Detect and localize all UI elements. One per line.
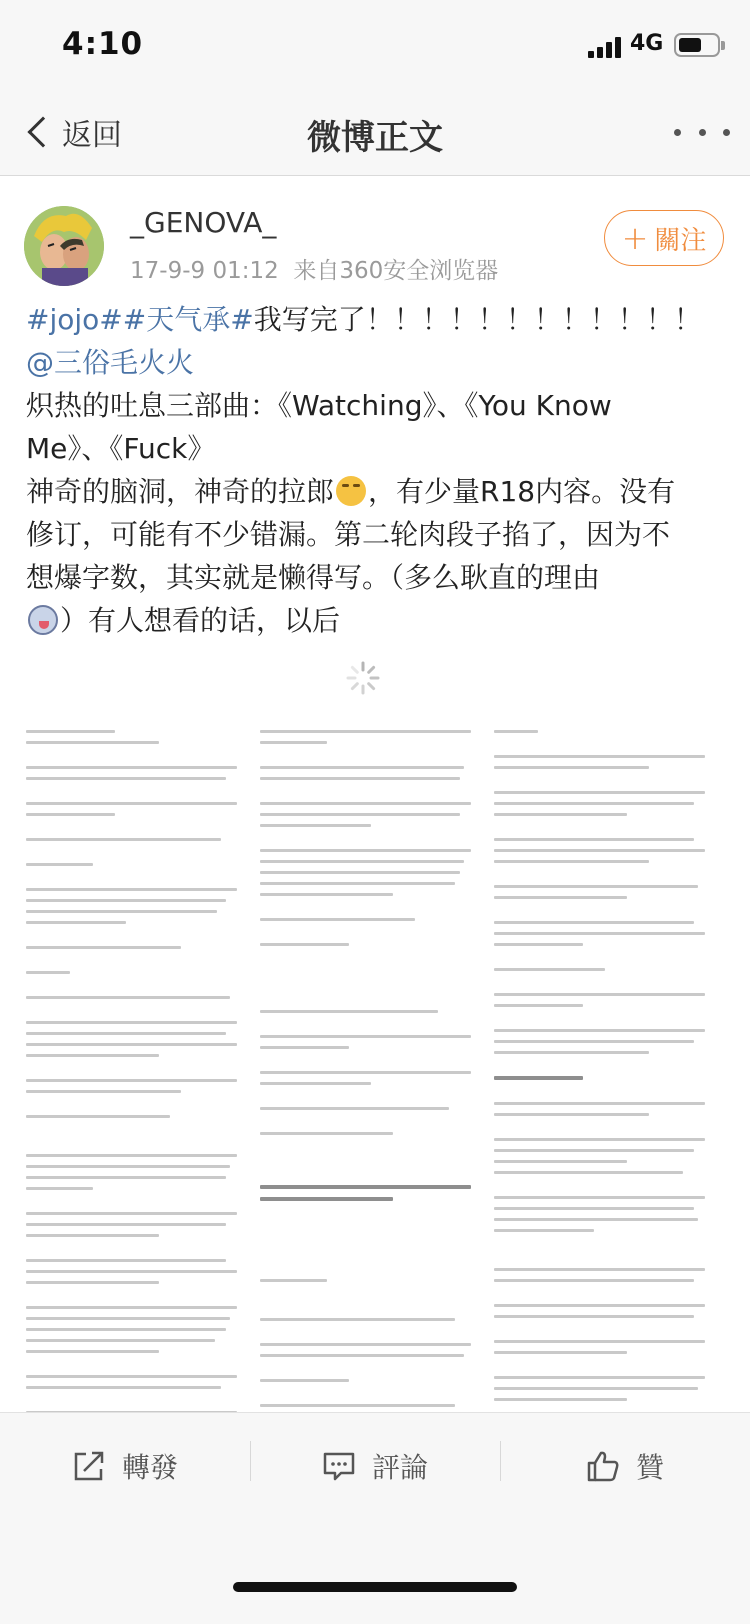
- text-line: [26, 766, 237, 769]
- text-line: [260, 943, 349, 946]
- text-line: [494, 896, 627, 899]
- text-line: [260, 1046, 349, 1049]
- loading-spinner-icon: [345, 660, 381, 696]
- text-line: [26, 1317, 230, 1320]
- text-line: [260, 849, 471, 852]
- paragraph-gap: [260, 996, 482, 1010]
- text-line: [26, 741, 159, 744]
- paragraph-gap: [260, 1237, 482, 1251]
- image-text-column: [260, 730, 482, 1412]
- text-line: [494, 1160, 627, 1163]
- post-line: 想爆字数，其实就是懒得写。（多么耿直的理由: [26, 561, 601, 594]
- text-line: [494, 1218, 698, 1221]
- paragraph-gap: [26, 874, 248, 888]
- username[interactable]: _GENOVA_: [130, 206, 277, 239]
- paragraph-gap: [494, 1088, 716, 1102]
- text-line: [260, 1010, 438, 1013]
- paragraph-gap: [494, 1124, 716, 1138]
- paragraph-gap: [260, 1171, 482, 1185]
- paragraph-gap: [494, 954, 716, 968]
- text-line: [494, 1229, 594, 1232]
- plus-icon: +: [621, 219, 649, 257]
- home-indicator[interactable]: [233, 1582, 517, 1592]
- hashtag-link[interactable]: #天气承#: [122, 303, 254, 336]
- text-line: [26, 1187, 93, 1190]
- text-line: [494, 755, 705, 758]
- paragraph-gap: [260, 1365, 482, 1379]
- text-line: [260, 1279, 327, 1282]
- paragraph-gap: [26, 1101, 248, 1115]
- text-line: [26, 1270, 237, 1273]
- post-body: [26, 298, 726, 642]
- text-line: [260, 766, 464, 769]
- text-line: [260, 1318, 455, 1321]
- text-line: [494, 1315, 694, 1318]
- doge-emoji-icon: [28, 605, 58, 635]
- bottom-toolbar: [0, 1412, 750, 1518]
- text-line: [494, 838, 694, 841]
- text-line: [494, 849, 705, 852]
- paragraph-gap: [260, 788, 482, 802]
- text-line: [494, 993, 705, 996]
- text-line: [26, 946, 181, 949]
- like-button[interactable]: [500, 1413, 750, 1518]
- text-line: [260, 741, 327, 744]
- text-line: [26, 899, 226, 902]
- text-line: [260, 871, 460, 874]
- post-line: [26, 298, 726, 341]
- follow-button[interactable]: [604, 210, 724, 266]
- paragraph-gap: [260, 1093, 482, 1107]
- text-line: [260, 1379, 349, 1382]
- paragraph-gap: [260, 752, 482, 766]
- paragraph-gap: [260, 954, 482, 968]
- post-line: [26, 341, 726, 384]
- paragraph-gap: [26, 1361, 248, 1375]
- post-image-preview[interactable]: [20, 722, 730, 1412]
- page-title: 微博正文: [307, 118, 443, 158]
- paragraph-gap: [260, 1329, 482, 1343]
- signal-icon: [588, 36, 624, 58]
- text-line: [494, 1051, 649, 1054]
- paragraph-gap: [494, 979, 716, 993]
- paragraph-gap: [26, 1126, 248, 1140]
- text-line: [26, 1154, 237, 1157]
- text-line: [260, 1404, 455, 1407]
- text-line: [260, 1185, 471, 1189]
- paragraph-gap: [260, 1251, 482, 1265]
- paragraph-gap: [26, 1245, 248, 1259]
- paragraph-gap: [494, 1062, 716, 1076]
- text-line: [26, 1223, 226, 1226]
- paragraph-gap: [260, 1118, 482, 1132]
- share-arrow-icon: [72, 1449, 106, 1483]
- safe-area: [0, 1518, 750, 1624]
- network-type: 4G: [630, 31, 664, 56]
- text-line: [26, 1090, 181, 1093]
- text-line: [260, 1035, 471, 1038]
- paragraph-gap: [494, 907, 716, 921]
- text-line: [260, 824, 371, 827]
- follow-label: 關注: [654, 225, 707, 256]
- paragraph-gap: [26, 1140, 248, 1154]
- paragraph-gap: [494, 1290, 716, 1304]
- nav-bar: [0, 90, 750, 176]
- paragraph-gap: [260, 1021, 482, 1035]
- text-line: [494, 1268, 705, 1271]
- repost-label: 轉發: [121, 1450, 178, 1484]
- text-line: [260, 1197, 393, 1201]
- text-line: [26, 777, 226, 780]
- paragraph-gap: [494, 1015, 716, 1029]
- paragraph-gap: [26, 957, 248, 971]
- text-line: [260, 802, 471, 805]
- text-line: [494, 921, 694, 924]
- battery-icon: [674, 33, 720, 57]
- paragraph-gap: [260, 1290, 482, 1304]
- paragraph-gap: [260, 968, 482, 982]
- text-line: [26, 910, 217, 913]
- text-line: [494, 1040, 694, 1043]
- text-line: [26, 1032, 226, 1035]
- text-line: [26, 1306, 237, 1309]
- text-line: [494, 1207, 694, 1210]
- paragraph-gap: [26, 788, 248, 802]
- text-line: [494, 1149, 694, 1152]
- post-line: 修订，可能有不少错漏。第二轮肉段子掐了，因为不: [26, 518, 671, 551]
- text-line: [26, 1386, 221, 1389]
- text-line: [26, 1328, 226, 1331]
- text-line: [260, 813, 460, 816]
- paragraph-gap: [260, 1143, 482, 1157]
- text-line: [260, 1082, 371, 1085]
- text-line: [494, 885, 698, 888]
- paragraph-gap: [26, 849, 248, 863]
- paragraph-gap: [260, 1157, 482, 1171]
- paragraph-gap: [26, 824, 248, 838]
- text-line: [494, 1387, 698, 1390]
- status-bar: [0, 0, 750, 90]
- text-line: [26, 888, 237, 891]
- paragraph-gap: [26, 932, 248, 946]
- comment-bubble-icon: [322, 1449, 356, 1483]
- text-line: [494, 1351, 627, 1354]
- text-line: [260, 893, 393, 896]
- avatar[interactable]: [24, 206, 104, 286]
- text-line: [26, 1079, 237, 1082]
- text-line: [494, 932, 705, 935]
- text-line: [494, 1138, 705, 1141]
- more-dots-icon[interactable]: [674, 120, 730, 144]
- text-line: [494, 943, 583, 946]
- text-line: [494, 1398, 627, 1401]
- text-line: [260, 882, 455, 885]
- text-line: [494, 1376, 705, 1379]
- text-line: [26, 730, 115, 733]
- text-line: [260, 1343, 471, 1346]
- image-text-column: [26, 730, 248, 1412]
- post-line: [26, 599, 726, 642]
- text-line: [26, 1375, 237, 1378]
- text-line: [494, 1113, 649, 1116]
- text-line: [494, 766, 649, 769]
- paragraph-gap: [260, 982, 482, 996]
- hashtag-link[interactable]: #jojo#: [26, 303, 123, 336]
- post-timestamp: 17-9-9 01:12: [130, 258, 279, 284]
- paragraph-gap: [26, 1007, 248, 1021]
- post-meta: [130, 252, 498, 285]
- paragraph-gap: [494, 777, 716, 791]
- text-line: [26, 971, 70, 974]
- laugh-cry-emoji-icon: [336, 476, 366, 506]
- text-line: [26, 1115, 170, 1118]
- paragraph-gap: [494, 1326, 716, 1340]
- paragraph-gap: [26, 752, 248, 766]
- text-line: [26, 1165, 230, 1168]
- image-text-column: [494, 730, 716, 1412]
- repost-button[interactable]: [0, 1413, 250, 1518]
- post-line: [26, 470, 726, 513]
- text-line: [494, 1102, 705, 1105]
- text-line: [260, 1354, 464, 1357]
- post-line: Me》、《Fuck》: [26, 432, 216, 465]
- text-line: [26, 921, 126, 924]
- paragraph-gap: [260, 929, 482, 943]
- post-text: ）有人想看的话，以后: [60, 604, 341, 637]
- text-line: [26, 813, 115, 816]
- paragraph-gap: [26, 1397, 248, 1411]
- text-line: [260, 730, 471, 733]
- paragraph-gap: [494, 1240, 716, 1254]
- text-line: [26, 996, 230, 999]
- paragraph-gap: [260, 904, 482, 918]
- paragraph-gap: [26, 982, 248, 996]
- paragraph-gap: [494, 1254, 716, 1268]
- text-line: [26, 1281, 159, 1284]
- post-text: 神奇的脑洞，神奇的拉郎: [26, 475, 335, 508]
- paragraph-gap: [494, 1182, 716, 1196]
- paragraph-gap: [26, 1292, 248, 1306]
- text-line: [26, 1021, 237, 1024]
- text-line: [494, 791, 705, 794]
- text-line: [260, 1107, 449, 1110]
- paragraph-gap: [260, 1223, 482, 1237]
- text-line: [494, 1304, 705, 1307]
- text-line: [494, 1196, 705, 1199]
- paragraph-gap: [260, 835, 482, 849]
- text-line: [260, 777, 460, 780]
- paragraph-gap: [494, 741, 716, 755]
- text-line: [26, 1339, 215, 1342]
- paragraph-gap: [260, 1390, 482, 1404]
- text-line: [26, 838, 221, 841]
- text-line: [494, 1279, 694, 1282]
- text-line: [494, 968, 605, 971]
- mention-link[interactable]: @三俗毛火火: [26, 346, 195, 379]
- text-line: [26, 1350, 159, 1353]
- paragraph-gap: [26, 1198, 248, 1212]
- comment-label: 評論: [371, 1450, 428, 1484]
- post-text: 我写完了！！！！！！！！！！！！: [253, 303, 702, 336]
- text-line: [494, 1004, 583, 1007]
- text-line: [26, 863, 93, 866]
- text-line: [494, 1076, 583, 1080]
- comment-button[interactable]: [250, 1413, 500, 1518]
- text-line: [494, 1340, 705, 1343]
- text-line: [26, 1176, 226, 1179]
- post-line: 炽热的吐息三部曲：《Watching》、《You Know: [26, 389, 612, 422]
- text-line: [26, 1212, 237, 1215]
- text-line: [26, 1043, 237, 1046]
- text-line: [260, 1132, 393, 1135]
- text-line: [26, 1234, 159, 1237]
- back-label: 返回: [62, 118, 122, 153]
- paragraph-gap: [494, 1362, 716, 1376]
- status-time: 4:10: [62, 26, 144, 62]
- post-text: ，有少量R18内容。没有: [368, 475, 676, 508]
- text-line: [260, 860, 464, 863]
- like-label: 贊: [635, 1450, 664, 1484]
- text-line: [260, 918, 415, 921]
- text-line: [494, 1029, 705, 1032]
- paragraph-gap: [260, 1265, 482, 1279]
- text-line: [260, 1071, 471, 1074]
- text-line: [26, 1054, 159, 1057]
- text-line: [494, 802, 694, 805]
- paragraph-gap: [494, 824, 716, 838]
- paragraph-gap: [260, 1304, 482, 1318]
- paragraph-gap: [260, 1057, 482, 1071]
- text-line: [26, 1259, 226, 1262]
- text-line: [494, 1171, 683, 1174]
- text-line: [494, 730, 538, 733]
- post-source: 来自360安全浏览器: [293, 258, 499, 284]
- text-line: [494, 813, 627, 816]
- paragraph-gap: [260, 1209, 482, 1223]
- paragraph-gap: [494, 871, 716, 885]
- text-line: [26, 802, 237, 805]
- thumbs-up-icon: [586, 1449, 620, 1483]
- paragraph-gap: [26, 1065, 248, 1079]
- text-line: [494, 860, 649, 863]
